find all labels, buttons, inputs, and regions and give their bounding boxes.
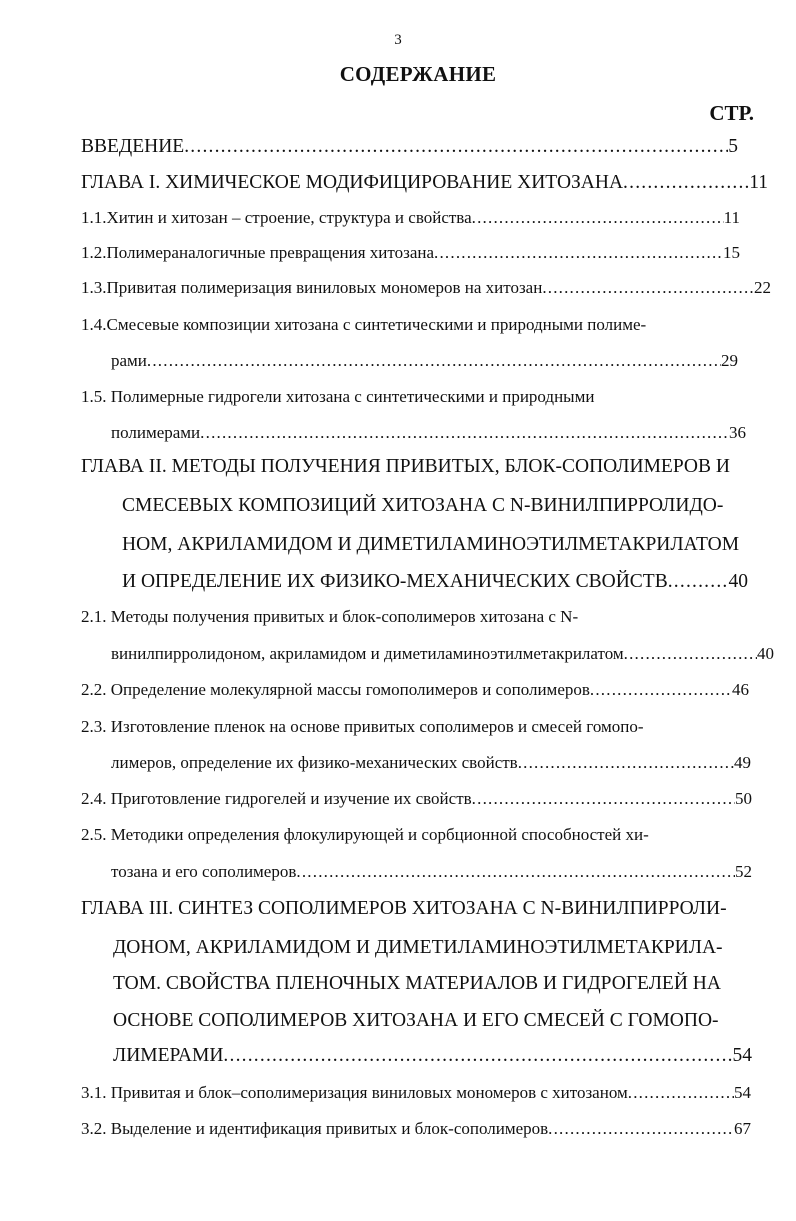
toc-leader-dots <box>548 1117 734 1141</box>
toc-leader-dots <box>147 349 721 373</box>
toc-entry-title: винилпирролидоном, акриламидом и диметиламиноэтилметакрилатом <box>111 644 624 663</box>
toc-leader-dots <box>518 751 734 775</box>
toc-entry <box>81 896 760 924</box>
toc-entry <box>113 1043 752 1071</box>
toc-entry-page: 46 <box>732 680 749 699</box>
toc-entry-title: рами <box>111 351 147 370</box>
toc-entry-title: 1.3.Привитая полимеризация виниловых мономеров на хитозан <box>81 278 543 297</box>
toc-leader-dots <box>296 860 735 884</box>
toc-entry-page: 49 <box>734 753 751 772</box>
toc-entry-title: 3.1. Привитая и блок–сополимеризация виниловых мономеров с хитозаном <box>81 1083 628 1102</box>
toc-leader-dots <box>184 134 728 160</box>
toc-title: СОДЕРЖАНИЕ <box>339 62 497 86</box>
toc-entry-title: ГЛАВА I. ХИМИЧЕСКОЕ МОДИФИЦИРОВАНИЕ ХИТОЗАНА <box>81 172 624 193</box>
toc-entry <box>81 385 760 411</box>
toc-entry-title: ВВЕДЕНИЕ <box>81 136 185 157</box>
toc-entry-page: 67 <box>734 1119 751 1138</box>
toc-entry <box>81 1117 751 1143</box>
toc-leader-dots <box>628 1081 734 1105</box>
toc-entry-title: 1.4.Смесевые композиции хитозана с синтетическими и природными полиме- <box>81 315 647 334</box>
toc-entry <box>81 454 760 482</box>
toc-entry-page: 11 <box>723 208 740 227</box>
toc-entry-title: 2.1. Методы получения привитых и блок-сополимеров хитозана с N- <box>81 607 579 626</box>
toc-entry-title: 3.2. Выделение и идентификация привитых и блок-сополимеров <box>81 1119 549 1138</box>
toc-entry <box>113 935 760 963</box>
toc-entry-page: 29 <box>721 351 738 370</box>
toc-entry-page: 52 <box>735 862 752 881</box>
toc-entry <box>81 1081 751 1107</box>
toc-entry <box>81 276 771 302</box>
toc-entry-title: 1.1.Хитин и хитозан – строение, структура и свойства <box>81 208 472 227</box>
toc-entry <box>122 532 770 560</box>
toc-entry-title: 2.3. Изготовление пленок на основе привитых сополимеров и смесей гомопо- <box>81 717 644 736</box>
toc-leader-dots <box>434 241 723 265</box>
toc-leader-dots <box>590 678 732 702</box>
toc-leader-dots <box>223 1043 732 1069</box>
toc-leader-dots <box>624 642 757 666</box>
toc-entry <box>113 971 760 999</box>
toc-leader-dots <box>623 170 749 196</box>
toc-leader-dots <box>668 569 729 595</box>
toc-entry-title: ДОНОМ, АКРИЛАМИДОМ И ДИМЕТИЛАМИНОЭТИЛМЕТАКРИЛА- <box>113 937 723 958</box>
toc-leader-dots <box>472 787 735 811</box>
toc-entry <box>81 170 768 198</box>
toc-entry-page: 40 <box>757 644 774 663</box>
toc-entry-title: 1.5. Полимерные гидрогели хитозана с синтетическими и природными <box>81 387 595 406</box>
toc-entry-title: 2.2. Определение молекулярной массы гомополимеров и сополимеров <box>81 680 590 699</box>
toc-entry-page: 40 <box>728 571 748 592</box>
toc-entry-title: ГЛАВА II. МЕТОДЫ ПОЛУЧЕНИЯ ПРИВИТЫХ, БЛОК-СОПОЛИМЕРОВ И <box>81 456 730 477</box>
toc-entry-page: 22 <box>754 278 771 297</box>
toc-entry-title: ТОМ. СВОЙСТВА ПЛЕНОЧНЫХ МАТЕРИАЛОВ И ГИДРОГЕЛЕЙ НА <box>113 973 721 994</box>
toc-entry-title: лимеров, определение их физико-механических свойств <box>111 753 518 772</box>
toc-leader-dots <box>200 421 729 445</box>
toc-entry-page: 50 <box>735 789 752 808</box>
toc-entry <box>81 313 760 339</box>
toc-entry <box>111 751 751 777</box>
toc-entry <box>81 678 749 704</box>
toc-entry <box>81 206 740 232</box>
toc-entry <box>81 605 760 631</box>
toc-entry <box>111 860 752 886</box>
toc-entry <box>111 421 746 447</box>
toc-entry-title: 2.4. Приготовление гидрогелей и изучение их свойств <box>81 789 472 808</box>
toc-entry-page: 54 <box>734 1083 751 1102</box>
toc-entry-title: тозана и его сополимеров <box>111 862 297 881</box>
toc-entry-title: 2.5. Методики определения флокулирующей и сорбционной способностей хи- <box>81 825 649 844</box>
toc-leader-dots <box>542 276 754 300</box>
toc-entry-title: ГЛАВА III. СИНТЕЗ СОПОЛИМЕРОВ ХИТОЗАНА С N-ВИНИЛПИРРОЛИ- <box>81 898 727 919</box>
toc-entry-page: 36 <box>729 423 746 442</box>
toc-entry <box>81 715 760 741</box>
toc-entry-title: НОМ, АКРИЛАМИДОМ И ДИМЕТИЛАМИНОЭТИЛМЕТАКРИЛАТОМ <box>122 534 740 555</box>
toc-entry-title: И ОПРЕДЕЛЕНИЕ ИХ ФИЗИКО-МЕХАНИЧЕСКИХ СВОЙСТВ <box>122 571 668 592</box>
page-number: 3 <box>394 32 402 48</box>
toc-entry-title: 1.2.Полимераналогичные превращения хитозана <box>81 243 435 262</box>
toc-entry-title: полимерами <box>111 423 201 442</box>
toc-entry-title: СМЕСЕВЫХ КОМПОЗИЦИЙ ХИТОЗАНА С N-ВИНИЛПИРРОЛИДО- <box>122 495 724 516</box>
toc-leader-dots <box>472 206 724 230</box>
toc-entry-page: 11 <box>749 172 768 193</box>
toc-entry <box>81 134 738 162</box>
toc-entry <box>81 823 760 849</box>
toc-entry <box>122 493 760 521</box>
toc-entry-page: 15 <box>723 243 740 262</box>
toc-entry-page: 5 <box>728 136 738 157</box>
toc-entry-page: 54 <box>732 1045 752 1066</box>
toc-entry <box>113 1008 760 1036</box>
toc-entry <box>111 349 738 375</box>
toc-entry <box>81 787 752 813</box>
toc-entry <box>81 241 740 267</box>
toc-entry <box>122 569 748 597</box>
toc-entry <box>111 642 774 668</box>
toc-entry-title: ЛИМЕРАМИ <box>113 1045 224 1066</box>
toc-entry-title: ОСНОВЕ СОПОЛИМЕРОВ ХИТОЗАНА И ЕГО СМЕСЕЙ С ГОМОПО- <box>113 1010 719 1031</box>
page-column-label: СТР. <box>709 101 754 125</box>
